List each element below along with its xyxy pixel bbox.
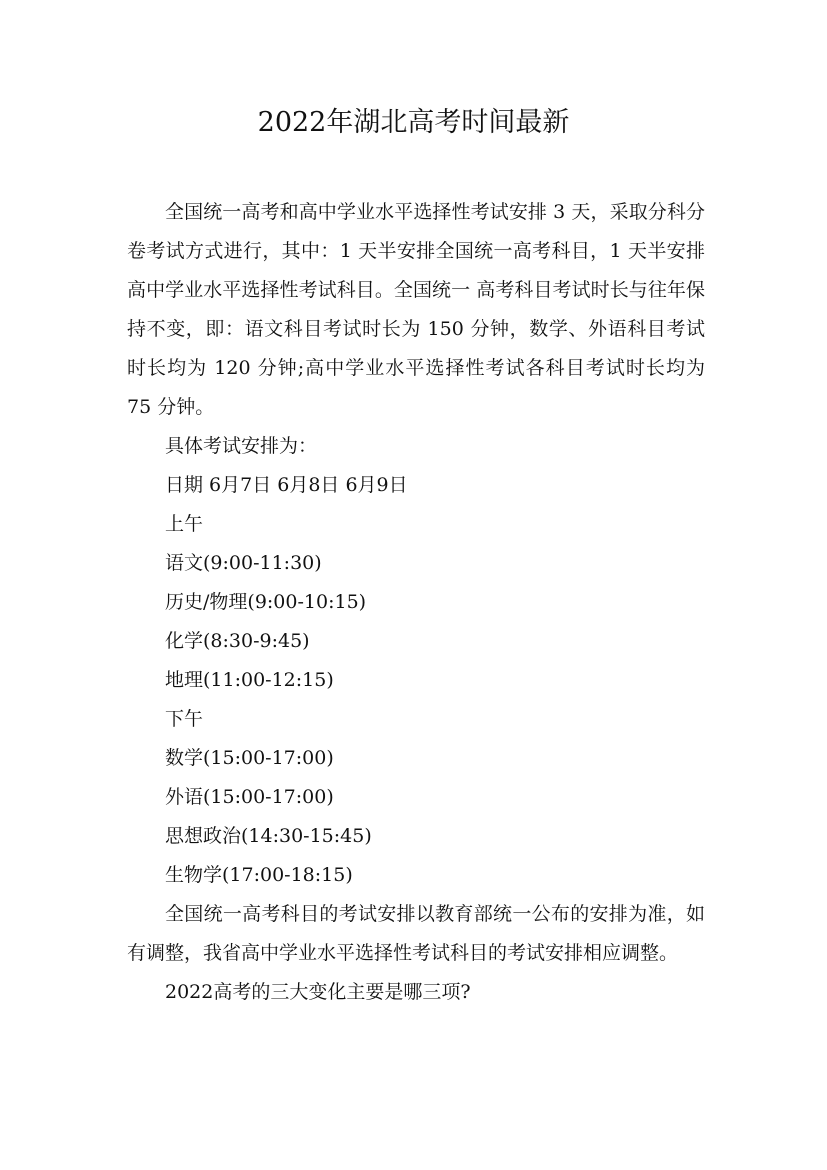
morning-label: 上午	[165, 513, 204, 535]
schedule-item-politics: 思想政治(14:30-15:45)	[165, 825, 372, 847]
question-line: 2022高考的三大变化主要是哪三项?	[165, 981, 471, 1003]
afternoon-label: 下午	[165, 708, 204, 730]
note-paragraph: 全国统一高考科目的考试安排以教育部统一公布的安排为准，如有调整，我省高中学业水平选择性考试科目的考试安排相应调整。	[127, 903, 705, 964]
document-title: 2022年湖北高考时间最新	[257, 107, 570, 138]
date-row: 日期 6月7日 6月8日 6月9日	[165, 474, 408, 496]
schedule-item-chemistry: 化学(8:30-9:45)	[165, 630, 310, 652]
intro-paragraph: 全国统一高考和高中学业水平选择性考试安排 3 天，采取分科分卷考试方式进行，其中：1 天半安排全国统一高考科目，1 天半安排高中学业水平选择性考试科目。全国统一 高考科目考试时长与往年保持不变，即：语文科目考试时长为 150 分钟，数学、外语科目考试时长均为 120 分钟;高中学业水平选择性考试各科目考试时长均为 75 分钟。	[127, 201, 705, 418]
schedule-item-biology: 生物学(17:00-18:15)	[165, 864, 353, 886]
schedule-item-foreign-language: 外语(15:00-17:00)	[165, 786, 334, 808]
schedule-item-chinese: 语文(9:00-11:30)	[165, 552, 322, 574]
document-body	[127, 193, 705, 1012]
schedule-item-history-physics: 历史/物理(9:00-10:15)	[165, 591, 367, 613]
schedule-heading: 具体考试安排为：	[165, 435, 318, 457]
schedule-item-geography: 地理(11:00-12:15)	[165, 669, 334, 691]
schedule-item-math: 数学(15:00-17:00)	[165, 747, 334, 769]
